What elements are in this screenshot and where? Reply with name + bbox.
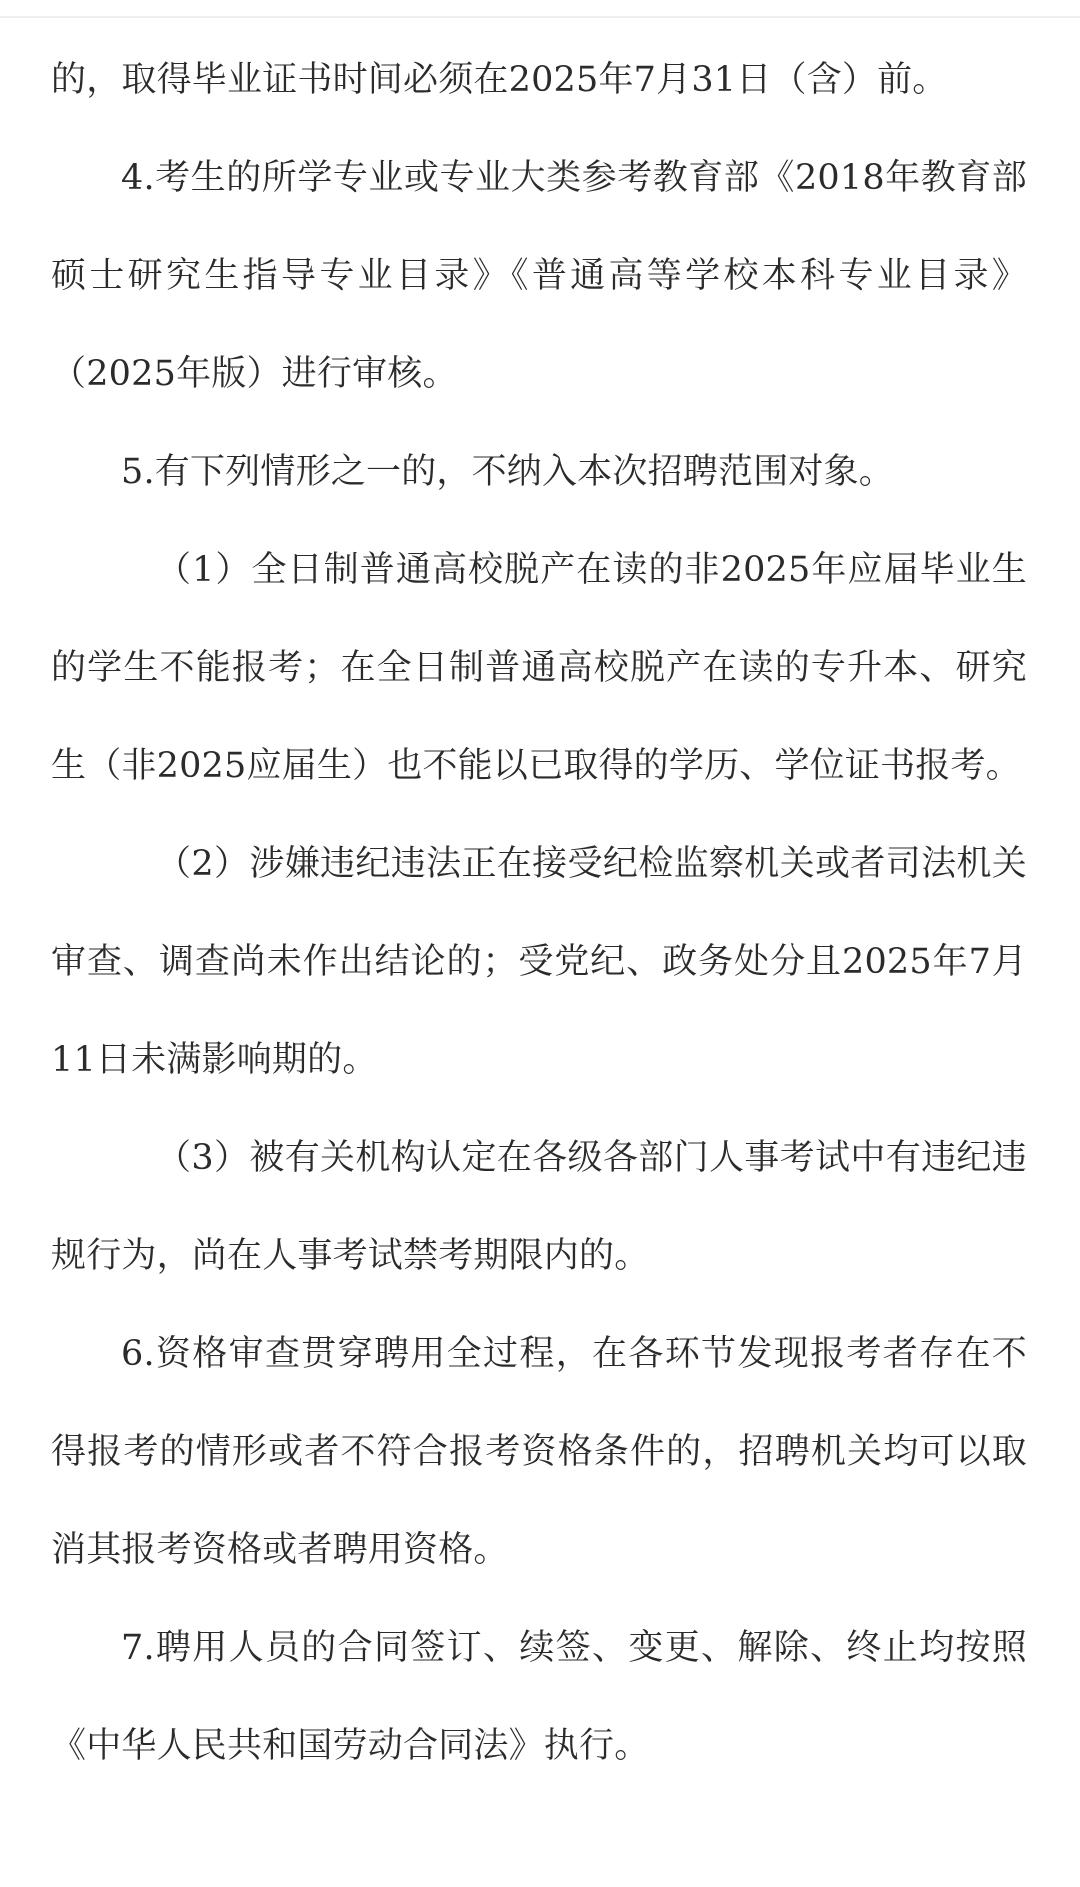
paragraph-continuation: 的，取得毕业证书时间必须在2025年7月31日（含）前。 (51, 60, 948, 100)
article-body (51, 31, 1027, 1795)
top-divider (0, 0, 1080, 18)
paragraph-subitem-2: （2）涉嫌违纪违法正在接受纪检监察机关或者司法机关审查、调查尚未作出结论的；受党纪、政务处分且2025年7月11日未满影响期的。 (51, 844, 1027, 1080)
paragraph-item-4: 4.考生的所学专业或专业大类参考教育部《2018年教育部硕士研究生指导专业目录》《普通高等学校本科专业目录》（2025年版）进行审核。 (51, 158, 1027, 394)
paragraph-subitem-1: （1）全日制普通高校脱产在读的非2025年应届毕业生的学生不能报考；在全日制普通高校脱产在读的专升本、研究生（非2025应届生）也不能以已取得的学历、学位证书报考。 (51, 550, 1027, 786)
paragraph-item-5: 5.有下列情形之一的，不纳入本次招聘范围对象。 (121, 452, 894, 492)
paragraph-item-7: 7.聘用人员的合同签订、续签、变更、解除、终止均按照《中华人民共和国劳动合同法》执行。 (51, 1628, 1027, 1766)
paragraph-item-6: 6.资格审查贯穿聘用全过程，在各环节发现报考者存在不得报考的情形或者不符合报考资格条件的，招聘机关均可以取消其报考资格或者聘用资格。 (51, 1334, 1027, 1570)
paragraph-subitem-3: （3）被有关机构认定在各级各部门人事考试中有违纪违规行为，尚在人事考试禁考期限内的。 (51, 1138, 1027, 1276)
